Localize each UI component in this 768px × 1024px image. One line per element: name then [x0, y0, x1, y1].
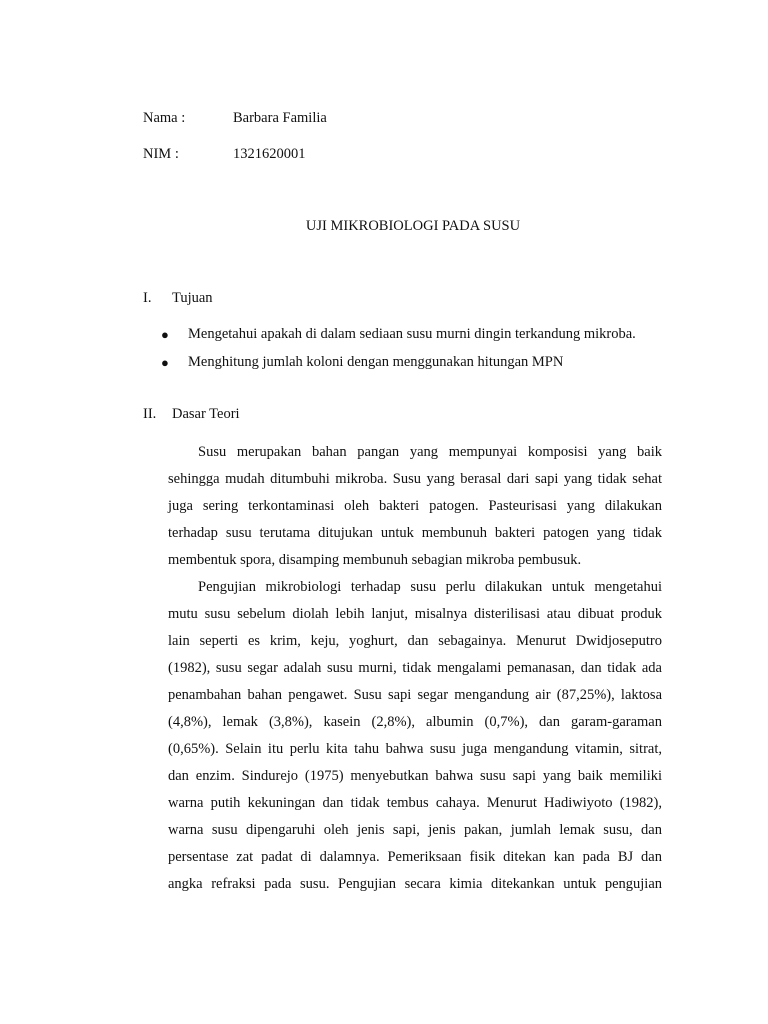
paragraph-line: warna putih kekuningan dan tidak tembus cahaya. Menurut Hadiwiyoto (1982),	[168, 795, 662, 811]
section-number-dasar-teori: II.	[143, 406, 157, 422]
section-title-dasar-teori: Dasar Teori	[172, 406, 240, 422]
section-title-tujuan: Tujuan	[172, 290, 213, 306]
paragraph-line: dan enzim. Sindurejo (1975) menyebutkan bahwa susu sapi yang baik memiliki	[168, 768, 662, 784]
paragraph-line: membentuk spora, disamping membunuh sebagian mikroba pembusuk.	[168, 552, 582, 568]
name-value: Barbara Familia	[233, 110, 327, 126]
paragraph-line: terhadap susu terutama ditujukan untuk membunuh bakteri patogen yang tidak	[168, 525, 662, 541]
paragraph-line: mutu susu sebelum diolah lebih lanjut, misalnya disterilisasi atau dibuat produk	[168, 606, 662, 622]
paragraph-1	[168, 439, 662, 574]
name-label: Nama :	[143, 110, 186, 126]
paragraph-line: penambahan bahan pengawet. Susu sapi segar mengandung air (87,25%), laktosa	[168, 687, 662, 703]
bullet-icon: ●	[161, 355, 169, 370]
paragraph-line: warna susu dipengaruhi oleh jenis sapi, jenis pakan, jumlah lemak susu, dan	[168, 822, 662, 838]
paragraph-line: (1982), susu segar adalah susu murni, tidak mengalami pemanasan, dan tidak ada	[168, 660, 662, 676]
paragraph-line: lain seperti es krim, keju, yoghurt, dan sebagainya. Menurut Dwidjoseputro	[168, 633, 662, 649]
nim-label: NIM :	[143, 146, 179, 162]
paragraph-line: persentase zat padat di dalamnya. Pemeriksaan fisik ditekan kan pada BJ dan	[168, 849, 662, 865]
list-item: Mengetahui apakah di dalam sediaan susu murni dingin terkandung mikroba.	[188, 326, 636, 342]
bullet-icon: ●	[161, 327, 169, 342]
paragraph-line: sehingga mudah ditumbuhi mikroba. Susu yang berasal dari sapi yang tidak sehat	[168, 471, 662, 487]
paragraph-2	[168, 574, 662, 898]
paragraph-line: Susu merupakan bahan pangan yang mempunyai komposisi yang baik	[198, 444, 662, 460]
paragraph-line: (0,65%). Selain itu perlu kita tahu bahwa susu juga mengandung vitamin, sitrat,	[168, 741, 662, 757]
document-title: UJI MIKROBIOLOGI PADA SUSU	[305, 218, 521, 234]
paragraph-line: angka refraksi pada susu. Pengujian secara kimia ditekankan untuk pengujian	[168, 876, 662, 892]
paragraph-line: (4,8%), lemak (3,8%), kasein (2,8%), albumin (0,7%), dan garam-garaman	[168, 714, 662, 730]
nim-value: 1321620001	[233, 146, 306, 162]
section-number-tujuan: I.	[143, 290, 152, 306]
list-item: Menghitung jumlah koloni dengan menggunakan hitungan MPN	[188, 354, 564, 370]
paragraph-line: juga sering terkontaminasi oleh bakteri patogen. Pasteurisasi yang dilakukan	[168, 498, 662, 514]
paragraph-line: Pengujian mikrobiologi terhadap susu perlu dilakukan untuk mengetahui	[198, 579, 662, 595]
